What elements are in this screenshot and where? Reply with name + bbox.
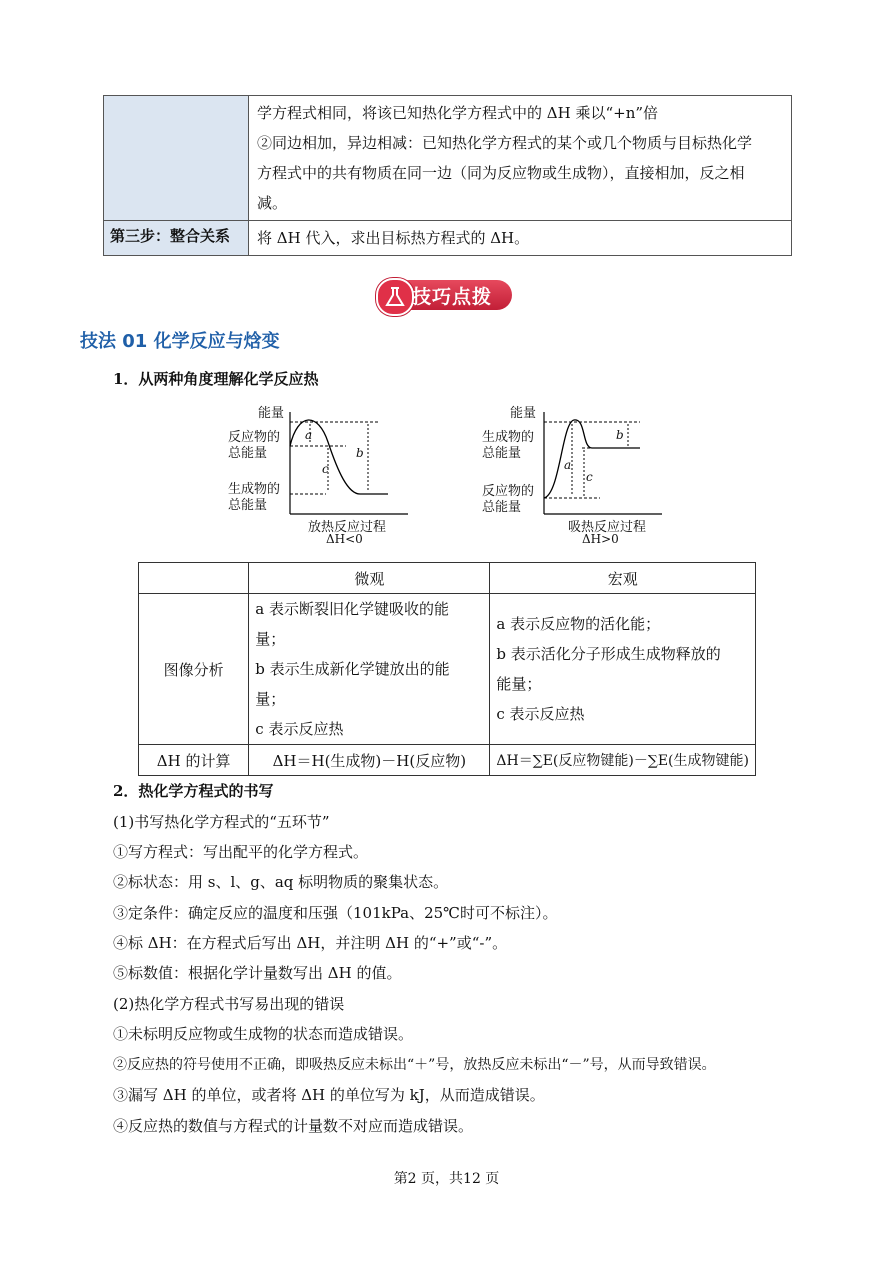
- left-lower-label: 生成物的 总能量: [228, 482, 281, 513]
- steps-table-label-empty: [104, 96, 249, 221]
- right-upper-label: 生成物的 总能量: [482, 430, 535, 461]
- analysis-calc-micro: ΔH＝H(生成物)－H(反应物): [249, 745, 490, 776]
- text-line: (2)热化学方程式书写易出现的错误: [113, 995, 345, 1013]
- left-label-b: b: [356, 446, 364, 460]
- right-ylabel: 能量: [510, 406, 537, 421]
- right-xlabel: 吸热反应过程: [568, 520, 647, 535]
- analysis-header-macro: 宏观: [490, 563, 756, 594]
- text-line: (1)书写热化学方程式的“五环节”: [113, 813, 330, 831]
- left-upper-label: 反应物的 总能量: [228, 430, 281, 461]
- steps-table: [103, 95, 792, 256]
- analysis-row-image-label: 图像分析: [139, 594, 249, 745]
- analysis-calc-macro: ΔH＝∑E(反应物键能)－∑E(生成物键能): [490, 745, 756, 776]
- text-line: ①未标明反应物或生成物的状态而造成错误。: [113, 1025, 414, 1043]
- left-label-a: a: [305, 428, 313, 442]
- banner-text: 技巧点拨: [412, 286, 493, 308]
- left-condition: ΔH<0: [326, 532, 363, 546]
- page-footer: 第2 页，共12 页: [393, 1171, 500, 1187]
- text-line: ③漏写 ΔH 的单位，或者将 ΔH 的单位写为 kJ，从而造成错误。: [113, 1086, 545, 1104]
- section-title: 技法 01 化学反应与焓变: [80, 331, 280, 352]
- analysis-micro-cell: a 表示断裂旧化学键吸收的能 量； b 表示生成新化学键放出的能 量； c 表示反应热: [249, 594, 490, 745]
- analysis-macro-cell: a 表示反应物的活化能； b 表示活化分子形成生成物释放的 能量； c 表示反应热: [490, 594, 756, 745]
- analysis-header-micro: 微观: [249, 563, 490, 594]
- steps-table-step3-label: 第三步：整合关系: [104, 221, 249, 256]
- flask-icon: [376, 278, 414, 316]
- right-label-c: c: [586, 470, 593, 484]
- endothermic-diagram: [482, 402, 682, 552]
- subheading-2: 2．热化学方程式的书写: [113, 782, 274, 800]
- text-line: ④反应热的数值与方程式的计量数不对应而造成错误。: [113, 1117, 474, 1135]
- text-line: ④标 ΔH：在方程式后写出 ΔH，并注明 ΔH 的“+”或“-”。: [113, 934, 508, 952]
- left-ylabel: 能量: [258, 406, 285, 421]
- text-line: ②反应热的符号使用不正确，即吸热反应未标出“＋”号，放热反应未标出“－”号，从而导致错误。: [113, 1057, 716, 1073]
- right-condition: ΔH>0: [582, 532, 619, 546]
- right-label-a: a: [564, 458, 572, 472]
- right-label-b: b: [616, 428, 624, 442]
- steps-table-row1-text: 学方程式相同，将该已知热化学方程式中的 ΔH 乘以“+n”倍 ②同边相加，异边相减：已知热化学方程式的某个或几个物质与目标热化学 方程式中的共有物质在同一边（同为反应物或生成物），直接相加，反之相 减。: [249, 96, 792, 221]
- text-line: ②标状态：用 s、l、g、aq 标明物质的聚集状态。: [113, 873, 449, 891]
- text-line: ⑤标数值：根据化学计量数写出 ΔH 的值。: [113, 964, 402, 982]
- tips-banner: [376, 278, 514, 314]
- left-xlabel: 放热反应过程: [308, 520, 387, 535]
- steps-table-step3-text: 将 ΔH 代入，求出目标热方程式的 ΔH。: [249, 221, 792, 256]
- text-line: ①写方程式：写出配平的化学方程式。: [113, 843, 369, 861]
- analysis-table-corner: [139, 563, 249, 594]
- analysis-table: [138, 562, 756, 776]
- right-lower-label: 反应物的 总能量: [482, 484, 535, 515]
- text-line: ③定条件：确定反应的温度和压强（101kPa、25℃时可不标注）。: [113, 904, 558, 922]
- exothermic-diagram: [228, 402, 428, 552]
- left-label-c: c: [322, 462, 329, 476]
- subheading-1: 1．从两种角度理解化学反应热: [113, 370, 319, 388]
- analysis-row-calc-label: ΔH 的计算: [139, 745, 249, 776]
